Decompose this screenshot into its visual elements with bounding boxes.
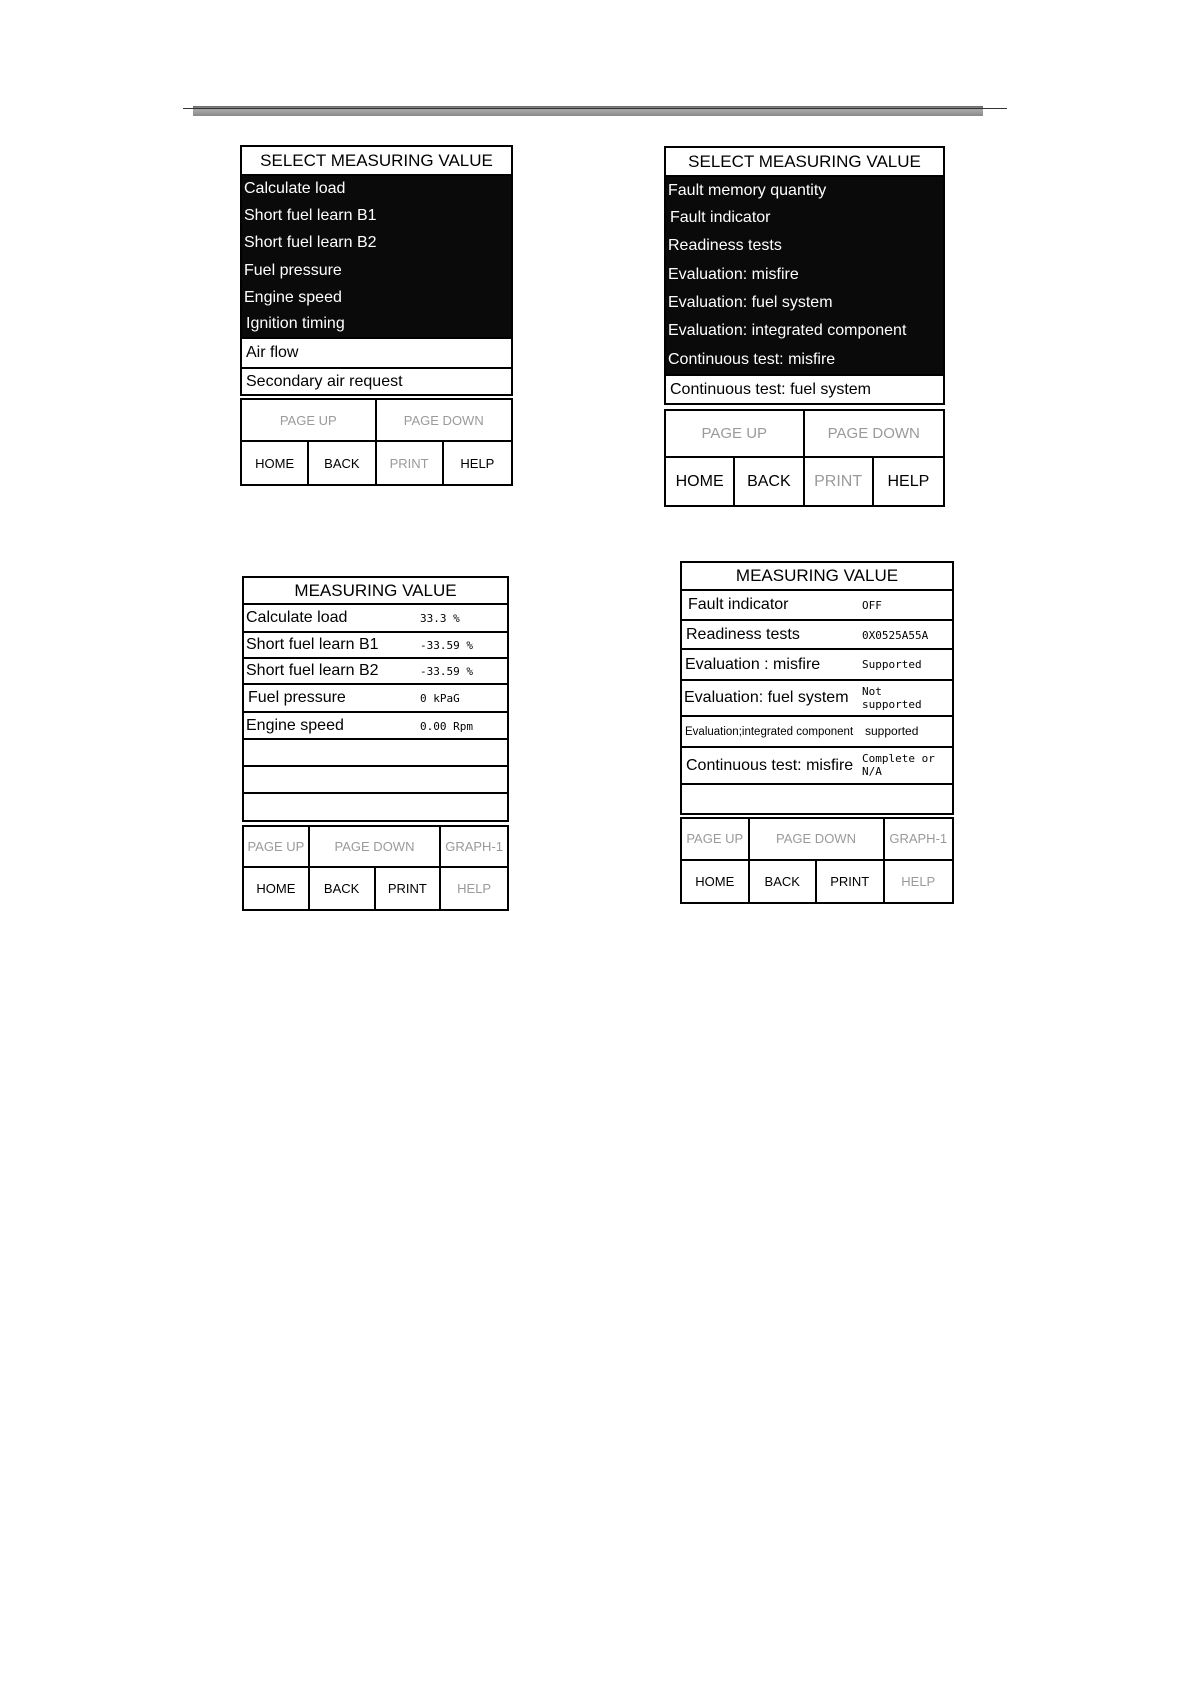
row-label: Short fuel learn B2 [246,662,379,679]
list-item[interactable]: Readiness tests [666,232,943,260]
table-row [682,717,952,748]
row-value: 0.00 Rpm [420,720,473,733]
measure-panel-left [242,576,509,822]
row-label: Fault indicator [688,596,789,613]
table-row [682,621,952,650]
back-button[interactable]: BACK [310,868,376,909]
row-label: Evaluation : misfire [685,655,821,673]
list-item[interactable]: Continuous test: fuel system [666,374,943,403]
button-bar-right-top [664,409,945,507]
select-panel-left [240,145,513,396]
list-item[interactable]: Evaluation: fuel system [666,289,943,317]
row-value: supported [865,724,919,738]
row-value: OFF [862,599,882,612]
row-value: Not supported [862,685,922,711]
row-label: Readiness tests [686,625,800,643]
empty-row [244,740,507,767]
home-button[interactable]: HOME [682,861,750,903]
panel-title: SELECT MEASURING VALUE [666,148,943,177]
button-bar-left-bottom [242,825,509,911]
page-up-button[interactable]: PAGE UP [682,819,750,861]
row-label: Short fuel learn B1 [246,636,379,653]
page-down-button[interactable]: PAGE DOWN [750,819,885,861]
table-row [244,713,507,740]
header-rule-line [183,108,1007,109]
list-item[interactable]: Fault indicator [666,204,943,232]
row-value: Supported [862,658,922,671]
measure-panel-right [680,561,954,815]
print-button[interactable]: PRINT [805,458,874,505]
row-value: -33.59 % [420,665,473,678]
panel-title: MEASURING VALUE [682,563,952,591]
page-up-button[interactable]: PAGE UP [244,827,310,868]
table-row [682,748,952,785]
page-down-button[interactable]: PAGE DOWN [310,827,442,868]
list-item[interactable]: Evaluation: misfire [666,260,943,289]
list-item[interactable]: Secondary air request [242,367,511,394]
row-label: Evaluation: fuel system [684,689,849,706]
row-value: Complete or N/A [862,752,935,778]
page-down-button[interactable]: PAGE DOWN [377,400,512,442]
back-button[interactable]: BACK [750,861,818,903]
page-up-button[interactable]: PAGE UP [666,411,805,458]
row-label: Calculate load [246,609,348,626]
row-label: Fuel pressure [248,689,346,706]
print-button[interactable]: PRINT [817,861,885,903]
button-bar-left-top [240,398,513,486]
help-button[interactable]: HELP [901,873,936,889]
help-button[interactable]: HELP [460,455,495,471]
list-item[interactable]: Calculate load [242,176,511,202]
table-row [682,591,952,621]
list-item[interactable]: Continuous test: misfire [666,345,943,374]
list-item[interactable]: Ignition timing [242,310,511,337]
row-label: Evaluation;integrated component [685,725,854,738]
page-up-button[interactable]: PAGE UP [242,400,377,442]
back-button[interactable]: BACK [309,442,376,484]
row-label: Engine speed [246,716,344,734]
list-item[interactable]: Engine speed [242,285,511,310]
list-item[interactable]: Air flow [242,337,511,367]
panel-title: MEASURING VALUE [244,578,507,605]
empty-row [682,785,952,813]
row-value: 0X0525A55A [862,629,929,642]
list-item[interactable]: Fuel pressure [242,257,511,285]
graph-button[interactable]: GRAPH-1 [441,827,507,868]
graph-button[interactable]: GRAPH-1 [885,819,953,861]
table-row [244,605,507,633]
table-row [244,633,507,659]
list-item[interactable]: Short fuel learn B2 [242,229,511,257]
row-value: 0 kPaG [420,692,460,705]
list-item[interactable]: Short fuel learn B1 [242,202,511,229]
row-value: -33.59 % [420,639,473,652]
panel-title: SELECT MEASURING VALUE [242,147,511,176]
row-label: Continuous test: misfire [686,756,854,774]
list-item[interactable]: Evaluation: integrated component [666,317,943,345]
home-button[interactable]: HOME [666,458,735,505]
print-button[interactable]: PRINT [376,868,442,909]
empty-row [244,794,507,820]
list-item[interactable]: Fault memory quantity [666,177,943,204]
empty-row [244,767,507,794]
table-row [682,681,952,717]
button-bar-right-bottom [680,817,954,904]
table-row [682,650,952,681]
select-panel-right [664,146,945,405]
page-down-button[interactable]: PAGE DOWN [805,411,944,458]
help-button[interactable]: HELP [457,881,492,896]
home-button[interactable]: HOME [244,868,310,909]
back-button[interactable]: BACK [735,458,804,505]
print-button[interactable]: PRINT [377,442,444,484]
table-row [244,659,507,685]
home-button[interactable]: HOME [242,442,309,484]
help-button[interactable]: HELP [887,472,930,490]
row-value: 33.3 % [420,612,460,625]
table-row [244,685,507,713]
